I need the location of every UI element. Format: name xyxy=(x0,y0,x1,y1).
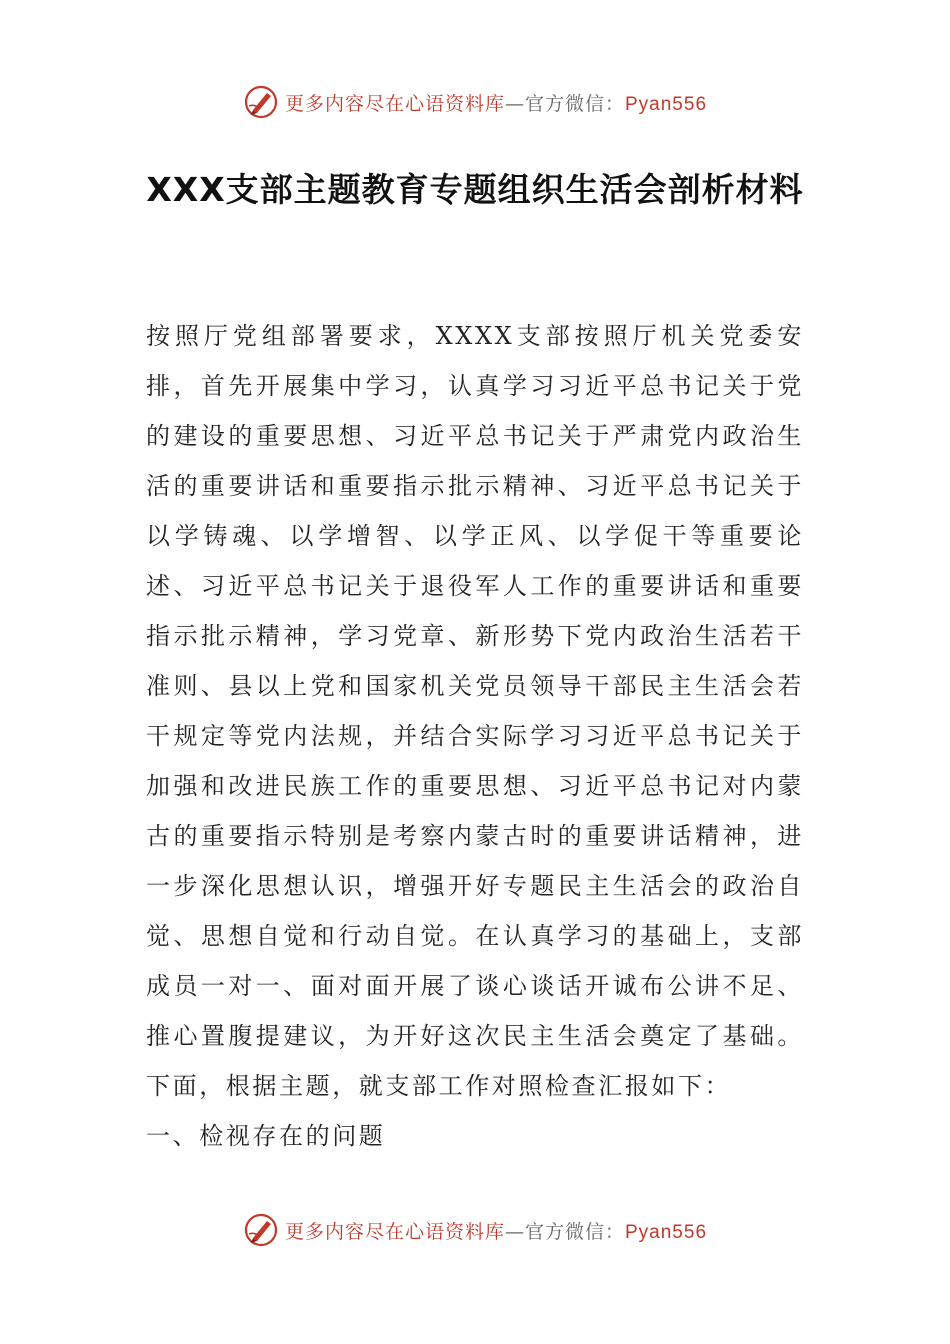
document-body xyxy=(146,311,804,1161)
pen-logo-icon xyxy=(243,1212,279,1248)
watermark-main-text: 更多内容尽在心语资料库 xyxy=(284,1220,505,1243)
watermark-wechat-id: Pyan556 xyxy=(625,1221,708,1243)
footer-watermark xyxy=(0,1210,950,1250)
watermark-wechat-id: Pyan556 xyxy=(625,93,708,115)
watermark-main-text: 更多内容尽在心语资料库 xyxy=(284,92,505,115)
pen-logo-icon xyxy=(243,84,279,120)
watermark-dash: — xyxy=(504,1220,525,1243)
document-title: XXX支部主题教育专题组织生活会剖析材料 xyxy=(146,170,804,209)
body-paragraph-intro: 按照厅党组部署要求，XXXX支部按照厅机关党委安排，首先开展集中学习，认真学习习近平总书记关于党的建设的重要思想、习近平总书记关于严肃党内政治生活的重要讲话和重要指示批示精神、习近平总书记关于以学铸魂、以学增智、以学正风、以学促干等重要论述、习近平总书记关于退役军人工作的重要讲话和重要指示批示精神，学习党章、新形势下党内政治生活若干准则、县以上党和国家机关党员领导干部民主生活会若干规定等党内法规，并结合实际学习习近平总书记关于加强和改进民族工作的重要思想、习近平总书记对内蒙古的重要指示特别是考察内蒙古时的重要讲话精神，进一步深化思想认识，增强开好专题民主生活会的政治自觉、思想自觉和行动自觉。在认真学习的基础上，支部成员一对一、面对面开展了谈心谈话开诚布公讲不足、推心置腹提建议，为开好这次民主生活会奠定了基础。下面，根据主题，就支部工作对照检查汇报如下： xyxy=(146,322,804,1100)
section-heading-problems: 一、检视存在的问题 xyxy=(146,1122,386,1150)
watermark-dash: — xyxy=(504,92,525,115)
watermark-sub-text: 官方微信： xyxy=(524,1220,625,1243)
watermark-sub-text: 官方微信： xyxy=(524,92,625,115)
header-watermark xyxy=(0,82,950,122)
watermark-text xyxy=(285,89,707,116)
watermark-text xyxy=(285,1217,707,1244)
